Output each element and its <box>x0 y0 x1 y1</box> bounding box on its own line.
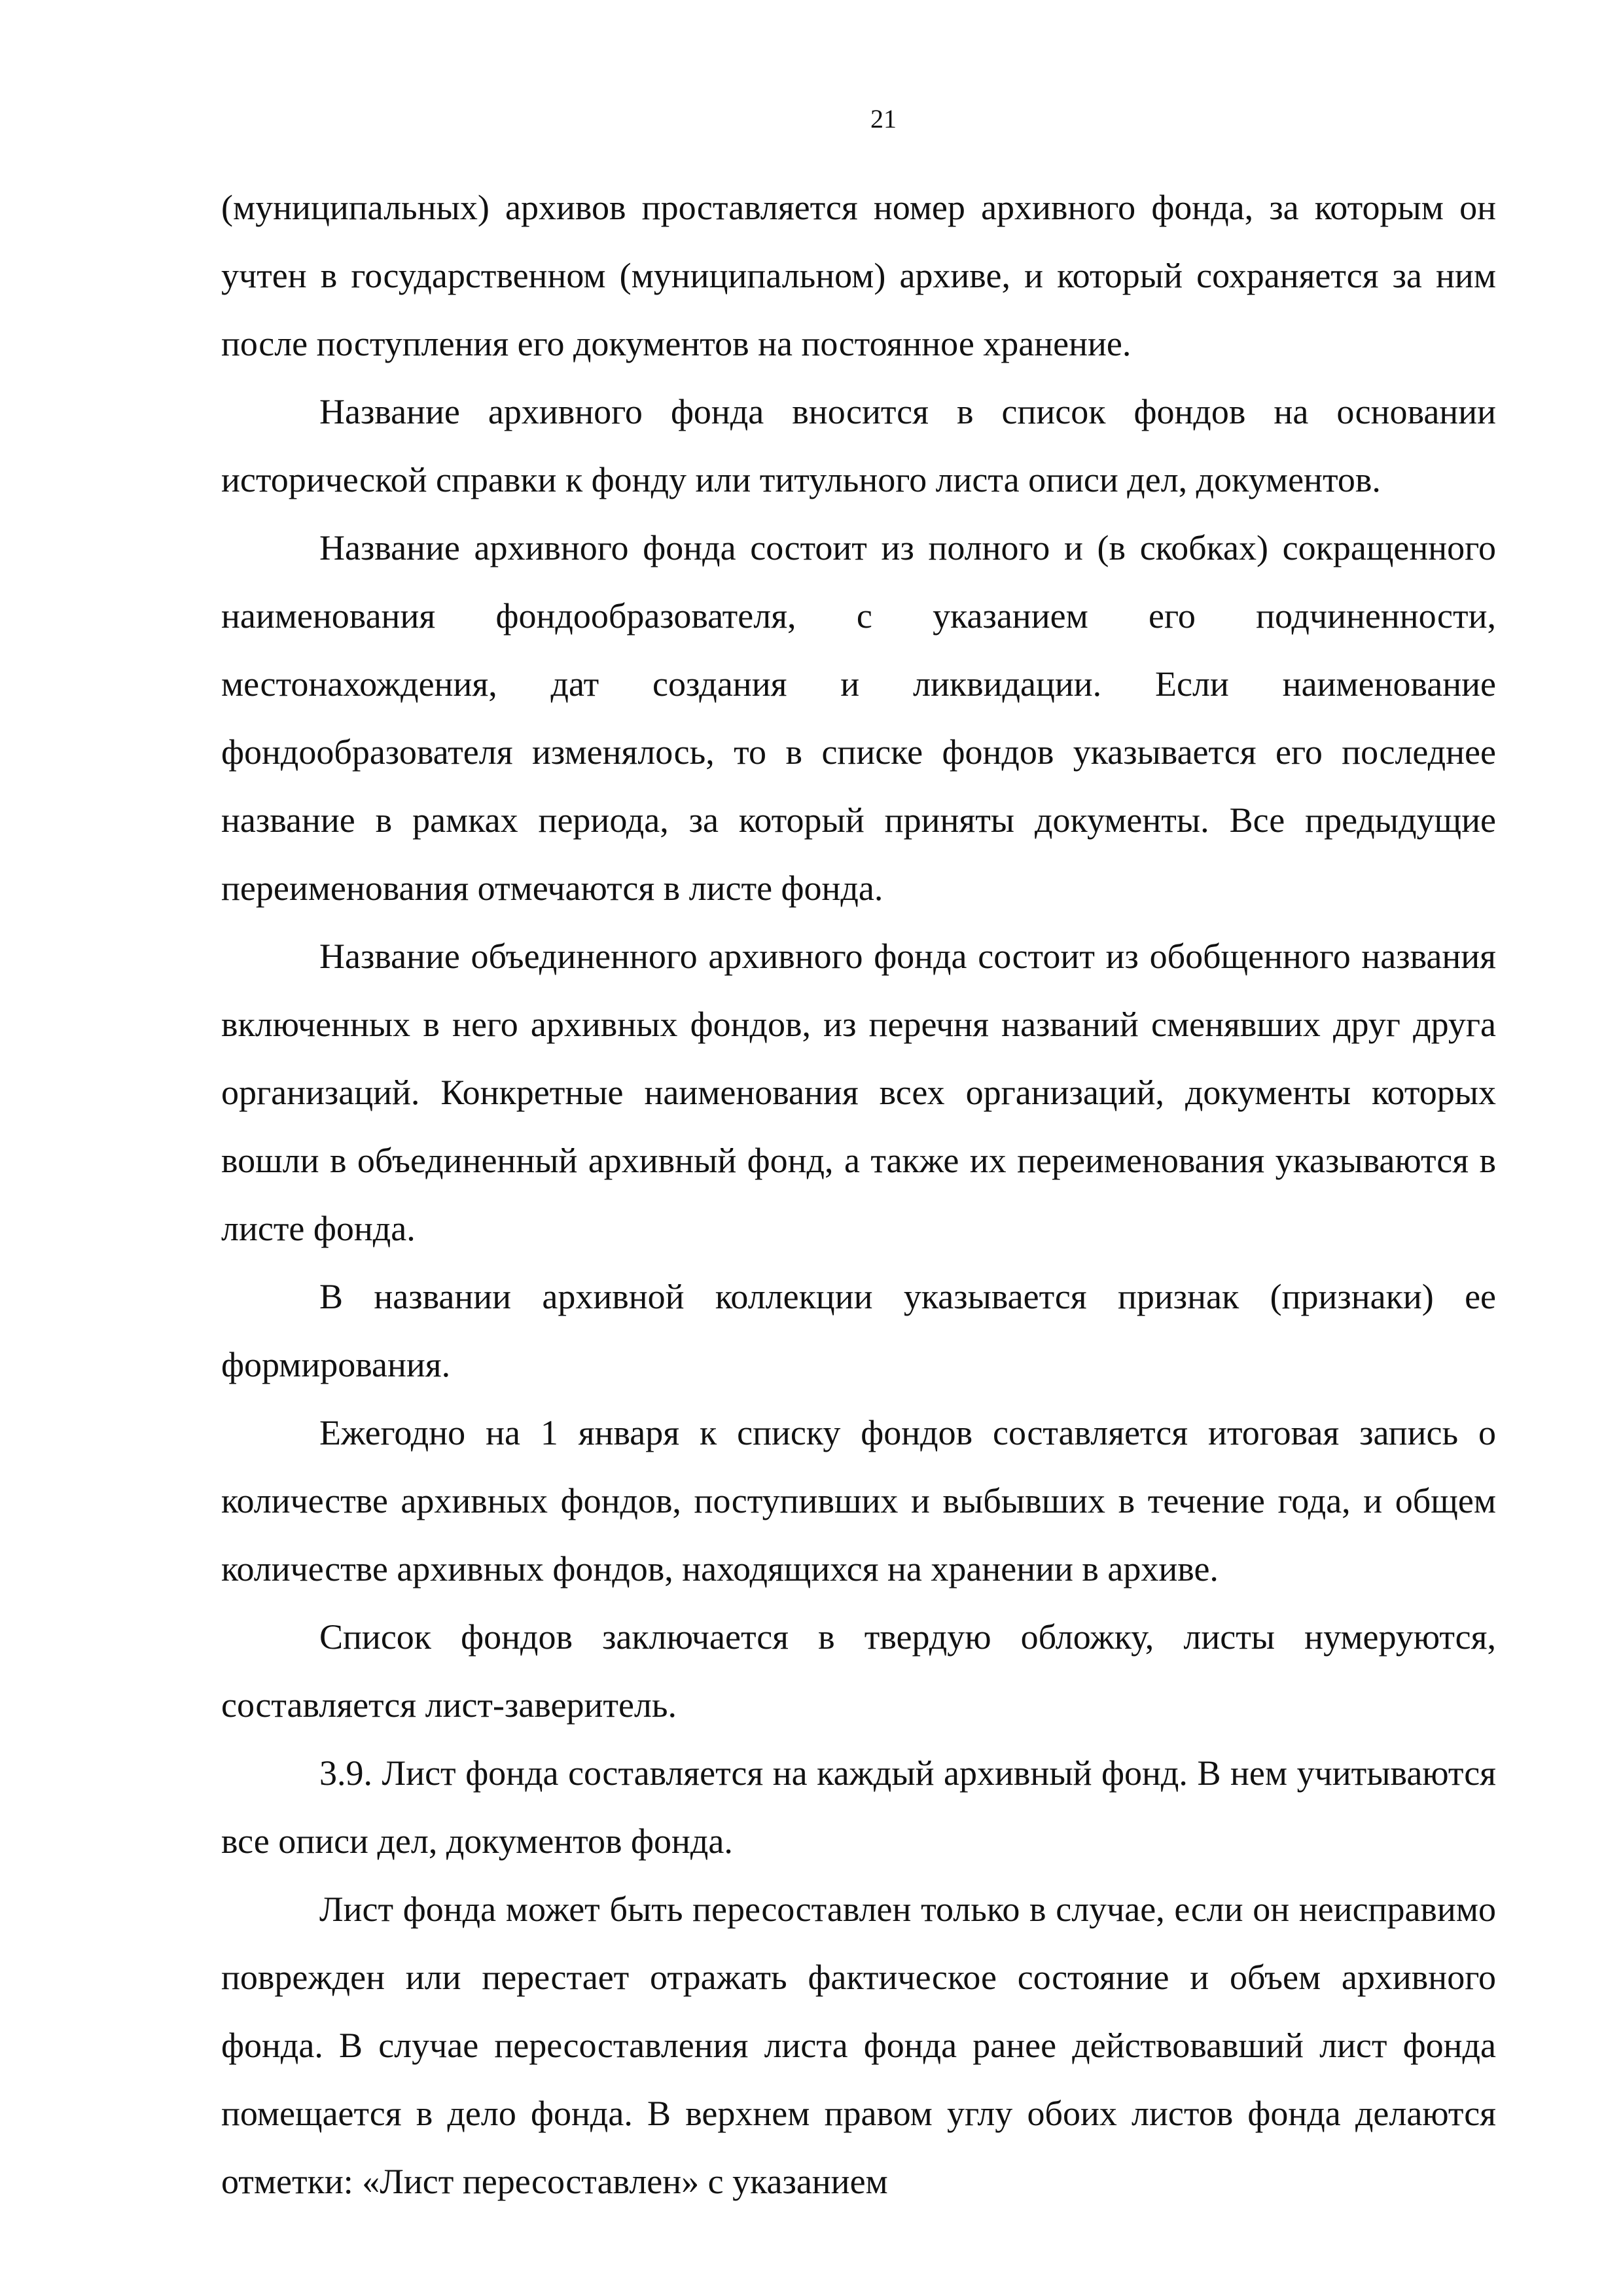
paragraph-merged-fund-name: Название объединенного архивного фонда состоит из обобщенного названия включенных в него архивных фондов, из перечня названий сменявших друг друга организаций. Конкретные наименования всех организаций, документы которых вошли в объединенный архивный фонд, а также их переименования указываются в листе фонда. <box>221 937 1496 1248</box>
paragraph-section-3-9: 3.9. Лист фонда составляется на каждый архивный фонд. В нем учитываются все описи дел, документов фонда. <box>221 1753 1496 1861</box>
paragraph-fund-name-entry: Название архивного фонда вносится в список фондов на основании исторической справки к фонду или титульного листа описи дел, документов. <box>221 392 1496 499</box>
paragraph-annual-record: Ежегодно на 1 января к списку фондов составляется итоговая запись о количестве архивных фондов, поступивших и выбывших в течение года, и общем количестве архивных фондов, находящихся на хранении в архиве. <box>221 1413 1496 1588</box>
paragraph-collection-name: В названии архивной коллекции указывается признак (признаки) ее формирования. <box>221 1277 1496 1384</box>
paragraph-list-binding: Список фондов заключается в твердую обложку, листы нумеруются, составляется лист-заверитель. <box>221 1617 1496 1725</box>
page-number: 21 <box>870 104 897 134</box>
paragraph-fund-sheet-recompile: Лист фонда может быть пересоставлен только в случае, если он неисправимо поврежден или перестает отражать фактическое состояние и объем архивного фонда. В случае пересоставления листа фонда ранее действовавший лист фонда помещается в дело фонда. В верхнем правом углу обоих листов фонда делаются отметки: «Лист пересоставлен» с указанием <box>221 1890 1496 2201</box>
paragraph-continuation: (муниципальных) архивов проставляется номер архивного фонда, за которым он учтен в государственном (муниципальном) архиве, и который сохраняется за ним после поступления его документов на постоянное хранение. <box>221 188 1496 363</box>
document-body <box>221 173 1496 2215</box>
paragraph-fund-name-structure: Название архивного фонда состоит из полного и (в скобках) сокращенного наименования фондообразователя, с указанием его подчиненности, местонахождения, дат создания и ликвидации. Если наименование фондообразователя изменялось, то в списке фондов указывается его последнее название в рамках периода, за который приняты документы. Все предыдущие переименования отмечаются в листе фонда. <box>221 528 1496 908</box>
